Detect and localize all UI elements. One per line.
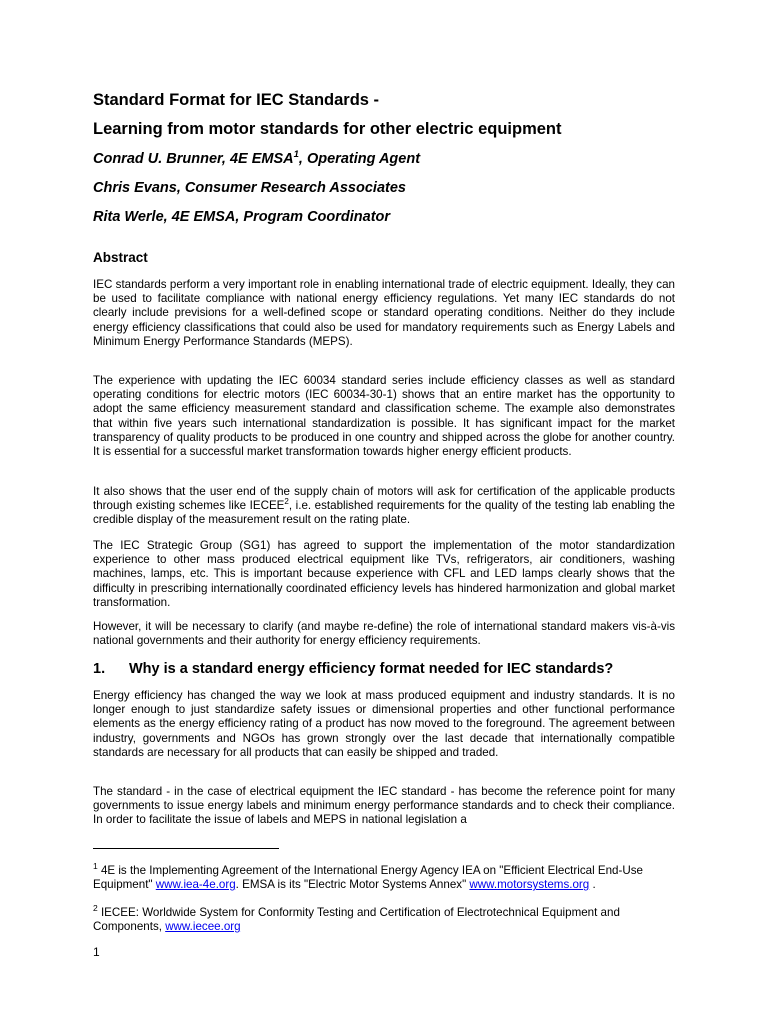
motorsystems-link[interactable]: www.motorsystems.org <box>469 878 590 892</box>
title-line-1: Standard Format for IEC Standards - <box>93 91 380 109</box>
abstract-paragraph-5: However, it will be necessary to clarify (and maybe re-define) the role of international standard makers vis-à-vis national governments and their authority for energy efficiency requirements. <box>93 620 675 648</box>
iecee-link[interactable]: www.iecee.org <box>165 920 241 934</box>
author-2: Chris Evans, Consumer Research Associates <box>93 180 406 196</box>
section-1-paragraph-1: Energy efficiency has changed the way we look at mass produced equipment and industry standards. It is no longer enough to just standardize safety issues or dimensional properties and other functional performance elements as the energy efficiency rating of a product has now moved to the foreground. The agreement between industry, governments and NGOs has grown strongly over the last decade that internationally compatible standards are necessary for all products that can easily be shipped and traded. <box>93 689 675 759</box>
footnote-2: $^2$ IECEE: Worldwide System for Conformity Testing and Certification of Electrotechnical Equipment and Components, www.iecee.org <box>93 903 620 934</box>
section-1-number: 1. <box>93 661 106 677</box>
footnote-separator <box>93 848 279 849</box>
section-1-heading: 1. Why is a standard energy efficiency format needed for IEC standards? <box>93 661 614 677</box>
footnote-ref-2[interactable]: 2 <box>284 497 289 507</box>
abstract-paragraph-1: IEC standards perform a very important role in enabling international trade of electric equipment. Ideally, they can be used to facilitate compliance with national energy efficiency regulations. Yet many IEC standards do not clearly include previsions for a well-defined scope or standard operating conditions. Neither do they include energy efficiency classifications that could also be used for mandatory requirements such as Energy Labels and Minimum Energy Performance Standards (MEPS). <box>93 278 675 348</box>
abstract-paragraph-4: The IEC Strategic Group (SG1) has agreed to support the implementation of the motor standardization experience to other mass produced electrical equipment like TVs, refrigerators, air conditioners, washing machines, lamps, etc. This is important because experience with CFL and LED lamps clearly shows that the difficulty in prescribing internationally coordinated efficiency levels has hindered harmonization and global market transformation. <box>93 539 675 609</box>
abstract-heading: Abstract <box>93 250 148 265</box>
abstract-paragraph-3: It also shows that the user end of the supply chain of motors will ask for certification of the applicable products through existing schemes like IECEE$^2$, i.e. established requirements for the quality of the testing lab enabling the credible display of the measurement result on the rating plate. <box>93 485 675 527</box>
section-1-paragraph-2: The standard - in the case of electrical equipment the IEC standard - has become the reference point for many governments to issue energy labels and minimum energy performance standards and to check their compliance. In order to facilitate the issue of labels and MEPS in national legislation a <box>93 785 675 827</box>
footnote-ref-1[interactable]: 1 <box>293 149 299 161</box>
page-number: 1 <box>93 945 100 959</box>
author-1: Conrad U. Brunner, 4E EMSA$^1$, Operating Agent <box>93 149 421 167</box>
title-line-2: Learning from motor standards for other electric equipment <box>93 120 562 138</box>
author-3: Rita Werle, 4E EMSA, Program Coordinator <box>93 209 391 225</box>
iea-4e-link[interactable]: www.iea-4e.org <box>155 878 236 892</box>
footnote-1: $^1$ 4E is the Implementing Agreement of the International Energy Agency IEA on "Efficient Electrical End-Use Equipment" www.iea-4e.org. EMSA is its "Electric Motor Systems Annex" www.motorsystems.org . <box>93 861 643 892</box>
abstract-paragraph-2: The experience with updating the IEC 60034 standard series include efficiency classes as well as standard operating conditions for electric motors (IEC 60034-30-1) shows that an entire market has the opportunity to adopt the same efficiency measurement standard and classification scheme. The example also demonstrates that within five years such international standardization is possible. It has significant impact for the market transparency of quality products to be produced in one country and shipped across the globe for another country. It is essential for a successful market transformation towards higher energy efficient products. <box>93 374 675 459</box>
